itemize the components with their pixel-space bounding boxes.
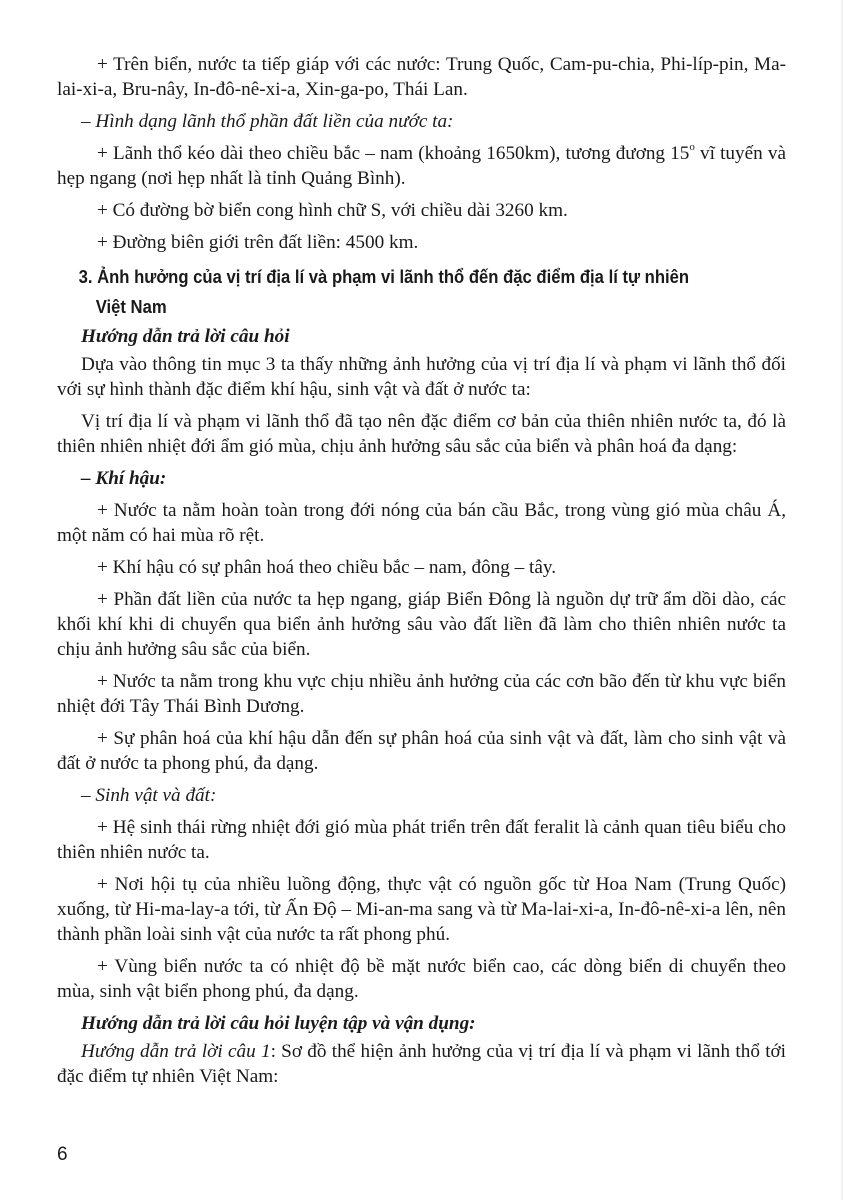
body-paragraph-2: Vị trí địa lí và phạm vi lãnh thổ đã tạo nên đặc điểm cơ bản của thiên nhiên nước ta, đó là thiên nhiên nhiệt đới ẩm gió mùa, chịu ảnh hưởng sâu sắc của biển và phân hoá đa dạng: [57,411,786,457]
length-paragraph [57,141,786,191]
climate-item: + Khí hậu có sự phân hoá theo chiều bắc – nam, đông – tây. [97,557,557,578]
shape-label: – Hình dạng lãnh thổ phần đất liền của nước ta: [81,111,454,132]
biota-item: + Nơi hội tụ của nhiều luồng động, thực vật có nguồn gốc từ Hoa Nam (Trung Quốc) xuống, từ Hi-ma-lay-a tới, từ Ấn Độ – Mi-an-ma sang và từ Ma-lai-xi-a, In-đô-nê-xi-a lên, nên thành phần loài sinh vật của nước ta rất phong phú. [57,874,786,945]
subheading-answer-guide: Hướng dẫn trả lời câu hỏi [81,326,290,347]
land-border-paragraph: + Đường biên giới trên đất liền: 4500 km. [97,232,419,253]
page-number: 6 [57,1144,68,1165]
section-heading [57,262,807,322]
length-text: + Lãnh thổ kéo dài theo chiều bắc – nam (khoảng 1650km), tương đương 15 [97,143,690,164]
length-text-after: vĩ tuyến và hẹp ngang (nơi hẹp nhất là tỉnh Quảng Bình). [57,143,786,189]
climate-item: + Sự phân hoá của khí hậu dẫn đến sự phân hoá của sinh vật và đất, làm cho sinh vật và đất ở nước ta phong phú, đa dạng. [57,728,786,774]
final-text: : Sơ đồ thể hiện ảnh hưởng của vị trí địa lí và phạm vi lãnh thổ tới đặc điểm tự nhiên Việt Nam: [57,1041,787,1087]
section-heading-line2: Việt Nam [95,296,167,317]
climate-label: – Khí hậu: [81,468,167,489]
document-page [57,52,786,1096]
climate-item: + Phần đất liền của nước ta hẹp ngang, giáp Biển Đông là nguồn dự trữ ẩm dồi dào, các khối khí khi di chuyển qua biển ảnh hưởng sâu vào đất liền đã làm cho thiên nhiên nước ta chịu ảnh hưởng sâu sắc của biển. [57,589,786,660]
coastline-paragraph: + Có đường bờ biển cong hình chữ S, với chiều dài 3260 km. [97,200,568,221]
section-heading-line1: 3. Ảnh hưởng của vị trí địa lí và phạm vi lãnh thổ đến đặc điểm địa lí tự nhiên [78,266,690,287]
sea-border-paragraph: + Trên biển, nước ta tiếp giáp với các nước: Trung Quốc, Cam-pu-chia, Phi-líp-pin, Ma-lai-xi-a, Bru-nây, In-đô-nê-xi-a, Xin-ga-po, Thái Lan. [57,54,786,100]
body-paragraph-1: Dựa vào thông tin mục 3 ta thấy những ảnh hưởng của vị trí địa lí và phạm vi lãnh thổ đối với sự hình thành đặc điểm khí hậu, sinh vật và đất ở nước ta: [57,354,786,400]
climate-item: + Nước ta nằm hoàn toàn trong đới nóng của bán cầu Bắc, trong vùng gió mùa châu Á, một năm có hai mùa rõ rệt. [57,500,786,546]
degree-superscript: o [689,141,695,153]
climate-item: + Nước ta nằm trong khu vực chịu nhiều ảnh hưởng của các cơn bão đến từ khu vực biển nhiệt đới Tây Thái Bình Dương. [57,671,786,717]
biota-label: – Sinh vật và đất: [81,785,217,806]
subheading-practice-guide: Hướng dẫn trả lời câu hỏi luyện tập và vận dụng: [81,1013,476,1034]
final-italic-lead: Hướng dẫn trả lời câu 1 [81,1041,271,1062]
final-paragraph [57,1039,786,1089]
biota-item: + Vùng biển nước ta có nhiệt độ bề mặt nước biển cao, các dòng biển di chuyển theo mùa, sinh vật biển phong phú, đa dạng. [57,956,786,1002]
biota-item: + Hệ sinh thái rừng nhiệt đới gió mùa phát triển trên đất feralit là cảnh quan tiêu biểu cho thiên nhiên nước ta. [57,817,786,863]
